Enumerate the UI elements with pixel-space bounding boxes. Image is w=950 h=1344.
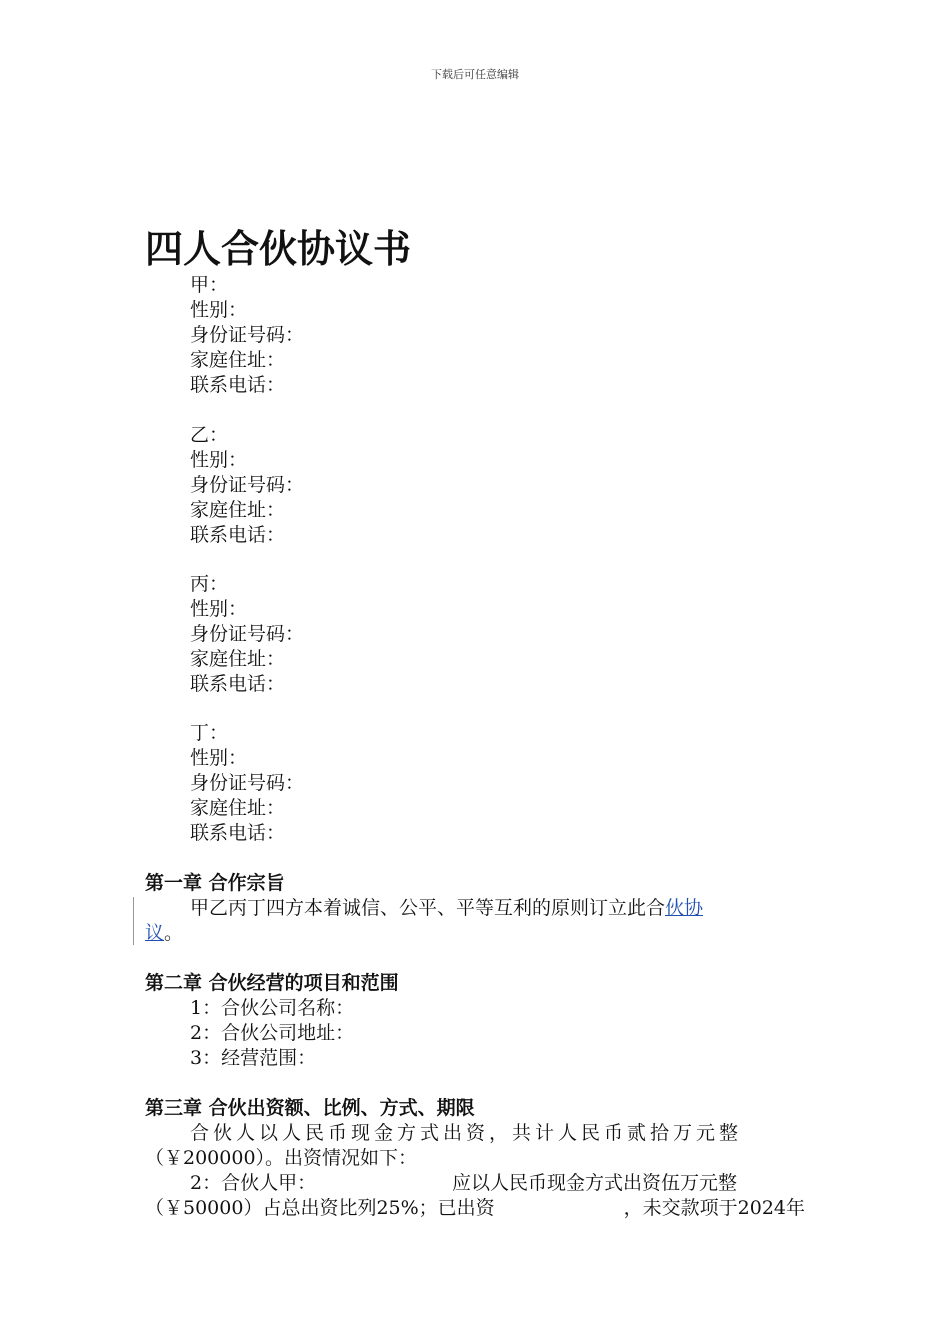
party-name: 丙：: [190, 573, 229, 595]
party-phone: 联系电话：: [190, 524, 286, 546]
party-block-a: [190, 273, 304, 398]
party-name: 丁：: [190, 722, 229, 744]
header-note: 下载后可任意编辑: [431, 68, 519, 81]
list-item: 3：经营范围：: [190, 1047, 317, 1069]
chapter-3-contribution: 应以人民币现金方式出资伍万元整: [452, 1172, 738, 1194]
chapter-3-line-4: [145, 1196, 805, 1221]
chapter-2-heading: 第二章 合伙经营的项目和范围: [145, 972, 399, 994]
party-gender: 性别：: [190, 747, 248, 769]
party-id: 身份证号码：: [190, 623, 305, 645]
chapter-3-heading: 第三章 合伙出资额、比例、方式、期限: [145, 1097, 475, 1119]
party-address: 家庭住址：: [190, 499, 286, 521]
party-block-c: [190, 572, 304, 697]
chapter-1-paragraph-cont: [145, 921, 183, 946]
party-gender: 性别：: [190, 299, 248, 321]
agreement-link-cont[interactable]: 议: [145, 922, 165, 944]
chapter-3-line-3: [190, 1171, 738, 1196]
list-item: 1：合伙公司名称：: [190, 997, 355, 1019]
party-address: 家庭住址：: [190, 349, 286, 371]
agreement-link[interactable]: 伙协: [665, 897, 704, 919]
chapter-2-list: [190, 996, 354, 1071]
chapter-3-deadline: ，未交款项于2024年: [623, 1197, 805, 1219]
chapter-1-end: 。: [164, 922, 184, 944]
chapter-1-text: 甲乙丙丁四方本着诚信、公平、平等互利的原则订立此合: [190, 897, 666, 919]
chapter-3-line-1: [190, 1121, 805, 1146]
document-title: 四人合伙协议书: [145, 227, 412, 271]
chapter-3-line-2: （￥200000）。出资情况如下：: [145, 1147, 418, 1169]
party-id: 身份证号码：: [190, 324, 305, 346]
party-gender: 性别：: [190, 449, 248, 471]
party-address: 家庭住址：: [190, 797, 286, 819]
list-item: 2：合伙公司地址：: [190, 1022, 355, 1044]
chapter-3-partner-label: 2：合伙人甲：: [190, 1172, 317, 1194]
chapter-3-ratio: （￥50000）占总出资比列25%；已出资: [145, 1197, 495, 1219]
chapter-1-paragraph: [190, 896, 703, 921]
party-address: 家庭住址：: [190, 648, 286, 670]
chapter-3-text: 合伙人以人民币现金方式出资，共计人民币贰拾万元整: [190, 1122, 743, 1144]
party-name: 甲：: [190, 274, 229, 296]
party-phone: 联系电话：: [190, 374, 286, 396]
party-block-b: [190, 423, 304, 548]
party-id: 身份证号码：: [190, 474, 305, 496]
party-id: 身份证号码：: [190, 772, 305, 794]
party-gender: 性别：: [190, 598, 248, 620]
party-block-d: [190, 721, 304, 846]
party-phone: 联系电话：: [190, 673, 286, 695]
party-phone: 联系电话：: [190, 822, 286, 844]
margin-change-bar: [133, 897, 134, 945]
party-name: 乙：: [190, 424, 229, 446]
chapter-1-heading: 第一章 合作宗旨: [145, 872, 285, 894]
